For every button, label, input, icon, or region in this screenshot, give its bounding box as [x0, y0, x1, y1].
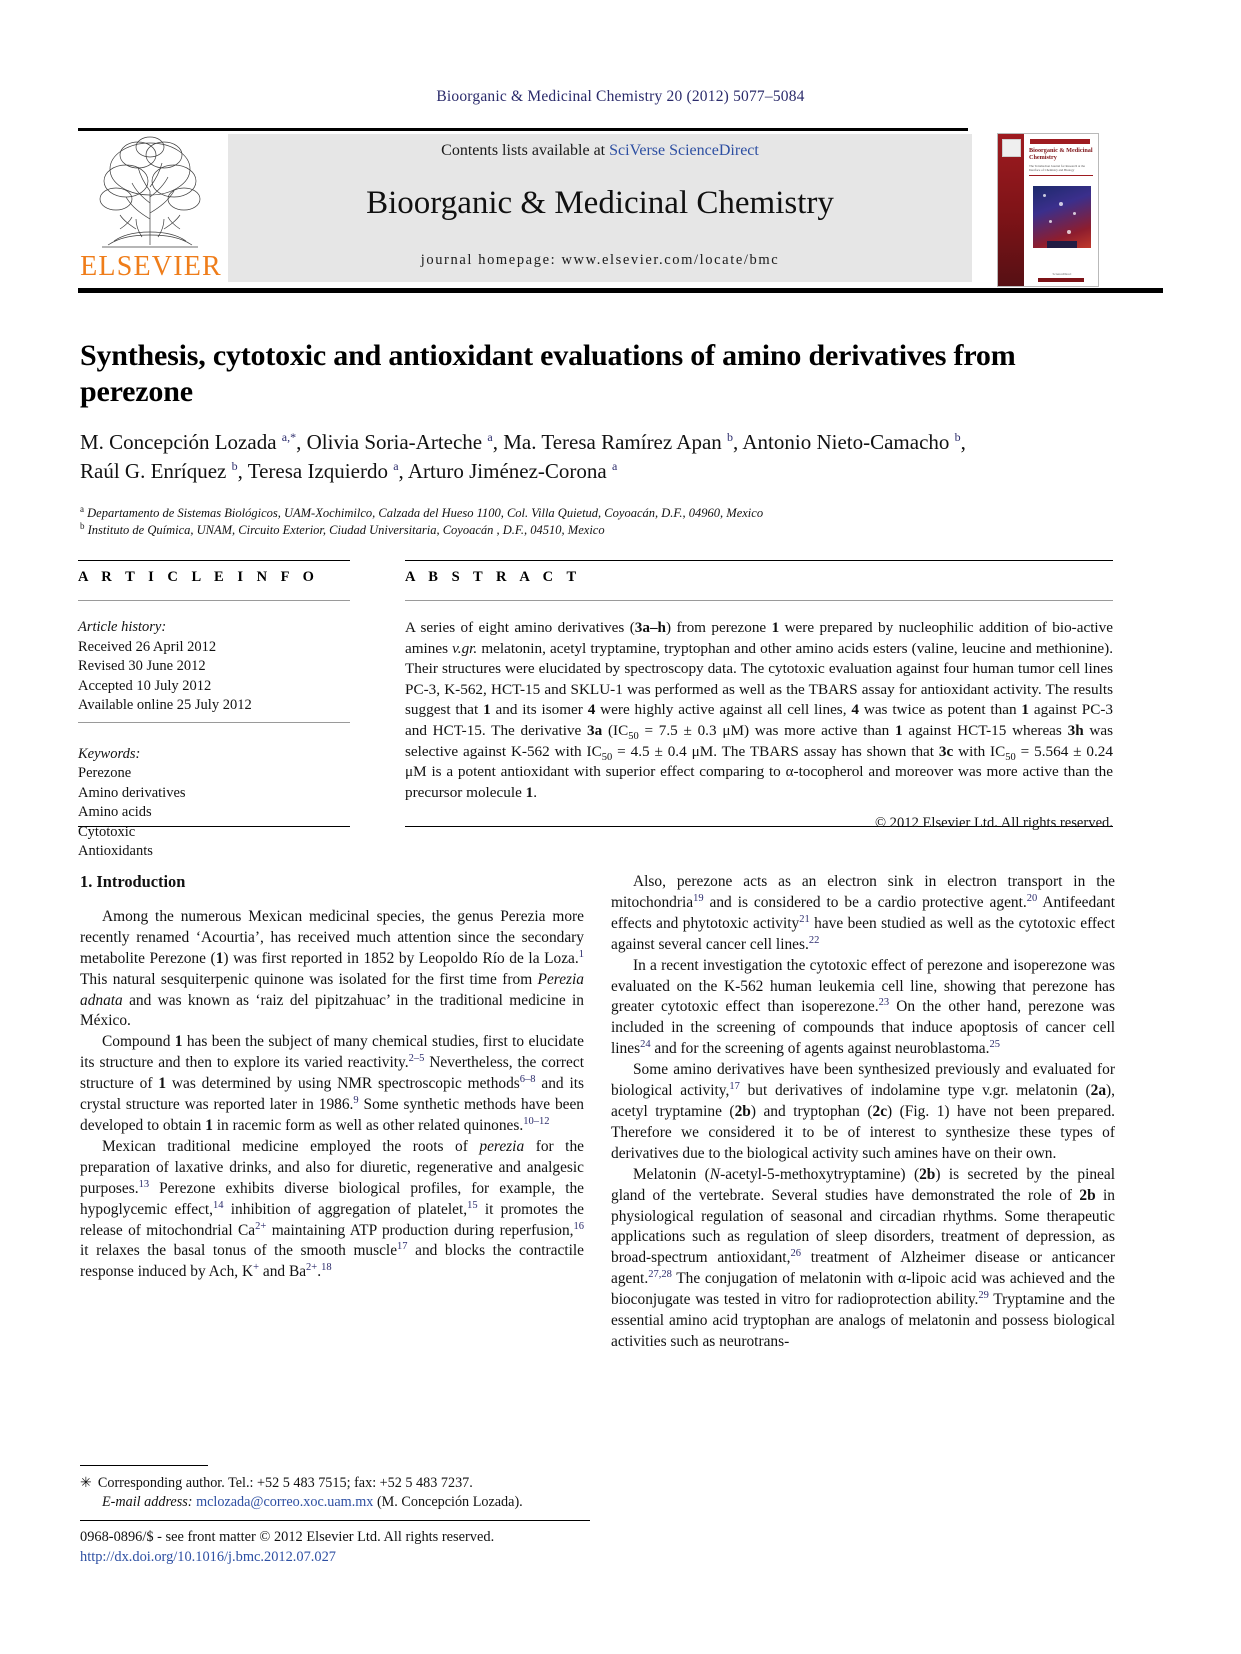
cover-divider [1029, 175, 1093, 176]
paragraph: Mexican traditional medicine employed the roots of perezia for the preparation of laxative drinks, and also for diuretic, regenerative and analgesic purposes.$^{13}$ Perezone exhibits diverse biological profiles, for example, the hypoglycemic effect,$^{14}$ inhibition of aggregation of platelet,$^{15}$ it promotes the release of mitochondrial $Ca^{2+}$ maintaining ATP production during reperfusion,$^{16}$ it relaxes the basal tonus of the smooth muscle$^{17}$ and blocks the contractile response induced by Ach, K+ and $Ba^{2+}.^{18}$ [80, 1137, 585, 1281]
footnote-separator-rule [80, 1465, 208, 1466]
keyword-item: Amino acids [78, 804, 152, 820]
page-title: Synthesis, cytotoxic and antioxidant evaluations of amino derivatives from perezone [80, 339, 1016, 408]
email-note [80, 1493, 590, 1512]
abstract-text: A series of eight amino derivatives (3a–h) from perezone 1 were prepared by nucleophilic addition of bio-active amines v.gr. melatonin, acetyl tryptamine, tryptophan and other amino acids esters (valine, leucine and methionine). Their structures were elucidated by spectroscopy data. The cytotoxic evaluation against four human tumor cell lines PC-3, K-562, HCT-15 and SKLU-1 was performed as well as the TBARS assay for antioxidant activity. The results suggest that 1 and its isomer 4 were highly active against all cell lines, 4 was twice as potent than 1 against PC-3 and HCT-15. The derivative 3a ($IC_{50} = 7.5 \pm 0.3$ μM) was more active than 1 against HCT-15 whereas 3h was selective against K-562 with $IC_{50} = 4.5 \pm 0.4$ μM. The TBARS assay has shown that 3c with $IC_{50} = 5.564 \pm 0.24$ μM is a potent antioxidant with superior effect comparing to α-tocopherol and moreover was more active than the precursor molecule 1. [405, 619, 1114, 801]
cover-footer-text: ScienceDirect [1052, 272, 1072, 276]
journal-title: Bioorganic & Medicinal Chemistry [366, 185, 834, 221]
article-info-block [78, 560, 350, 862]
running-head: Bioorganic & Medicinal Chemistry 20 (2012) 5077–5084 [436, 88, 805, 105]
email-owner: (M. Concepción Lozada). [376, 1494, 523, 1510]
cover-front [1024, 134, 1098, 286]
corresponding-author-text: Corresponding author. Tel.: +52 5 483 7515; fax: +52 5 483 7237. [97, 1475, 473, 1491]
affiliation-b-text: Instituto de Química, UNAM, Circuito Exterior, Ciudad Universitaria, Coyoacán , D.F., 04510, Mexico [87, 522, 605, 537]
keyword-item: Antioxidants [78, 843, 153, 859]
paragraph: Compound 1 has been the subject of many chemical studies, first to elucidate its structure and then to explore its varied reactivity.$^{2-5}$ Nevertheless, the correct structure of 1 was determined by using NMR spectroscopic methods$^{6-8}$ and its crystal structure was reported later in 1986.$^9$ Some synthetic methods have been developed to obtain 1 in racemic form as well as other related quinones.$^{10-12}$ [80, 1033, 584, 1134]
paragraph: Melatonin (N-acetyl-5-methoxytryptamine) (2b) is secreted by the pineal gland of the vertebrate. Several studies have demonstrated the role of 2b in physiological regulation of seasonal and circadian rhythms. Some therapeutic applications such as regulation of sleep disorders, treatment of depression, as broad-spectrum antioxidant,$^{26}$ treatment of Alzheimer disease or anticancer agent.$^{27,28}$ The conjugation of melatonin with α-lipoic acid was achieved and the bioconjugate was tested in vitro for radioprotection ability.$^{29}$ Tryptamine and the essential amino acid tryptophan are analogs of melatonin and possess biological activities such as neurotrans- [611, 1165, 1115, 1350]
article-info-heading: A R T I C L E I N F O [78, 569, 319, 585]
abstract-block [405, 560, 1113, 832]
footnote-block [80, 1474, 590, 1512]
elsevier-wordmark: ELSEVIER [80, 251, 222, 282]
cover-artwork [1033, 186, 1091, 248]
cover-artwork-label [1047, 241, 1077, 248]
history-item: Accepted 10 July 2012 [78, 677, 212, 694]
doi-link[interactable]: http://dx.doi.org/10.1016/j.bmc.2012.07.027 [80, 1549, 336, 1565]
paragraph: Among the numerous Mexican medicinal species, the genus Perezia more recently renamed ‘Acourtia’, has received much attention since the secondary metabolite Perezone (1) was first reported in 1852 by Leopoldo Río de la Loza.$^1$ This natural sesquiterpenic quinone was isolated for the first time from Perezia adnata and was known as ‘raiz del pipitzahuac’ in the traditional medicine in México. [80, 907, 584, 1030]
masthead-bottom-rule [78, 288, 1163, 293]
article-history-label: Article history: [78, 619, 167, 635]
author-list [80, 428, 1110, 486]
history-item: Available online 25 July 2012 [78, 697, 252, 713]
imprint-rule [80, 1520, 590, 1521]
history-item: Revised 30 June 2012 [78, 658, 206, 674]
paragraph: Also, perezone acts as an electron sink in electron transport in the mitochondria$^{19}$ and is considered to be a cardio protective agent.$^{20}$ Antifeedant effects and phytotoxic activity$^{21}$ have been studied as well as the cytotoxic effect against several cancer cell lines.$^{22}$ [611, 873, 1115, 953]
keywords-label: Keywords: [78, 745, 141, 762]
journal-homepage-line[interactable]: journal homepage: www.elsevier.com/locate/bmc [420, 252, 780, 268]
keyword-item: Amino derivatives [78, 784, 186, 801]
cover-footer-bar [1038, 278, 1084, 282]
front-matter-line: 0968-0896/$ - see front matter © 2012 Elsevier Ltd. All rights reserved. [80, 1529, 495, 1545]
history-item: Received 26 April 2012 [78, 638, 217, 655]
section-heading-introduction: 1. Introduction [80, 872, 186, 891]
keyword-item: Cytotoxic [78, 823, 136, 840]
affiliation-b: $^b$ Instituto de Química, UNAM, Circuito Exterior, Ciudad Universitaria, Coyoacán , D.F., 04510, Mexico [80, 520, 605, 537]
body-column-right [611, 872, 1115, 1353]
elsevier-logo [80, 133, 222, 285]
article-history [78, 618, 350, 716]
affiliations [80, 505, 1110, 538]
contents-lists-line [228, 142, 972, 160]
author-line-2: Raúl G. Enríquez $^b$, Teresa Izquierdo $^a$, Arturo Jiménez-Corona $^a$ [80, 459, 618, 483]
abstract-heading: A B S T R A C T [405, 569, 582, 585]
imprint-block [80, 1527, 640, 1567]
cover-title: Bioorganic & Medicinal Chemistry [1029, 147, 1093, 161]
keywords-block [78, 745, 350, 862]
keyword-item: Perezone [78, 765, 132, 781]
email-link[interactable]: mclozada@correo.xoc.uam.mx [196, 1494, 374, 1510]
paragraph: Some amino derivatives have been synthesized previously and evaluated for biological activity,$^{17}$ but derivatives of indolamine type v.gr. melatonin (2a), acetyl tryptamine (2b) and tryptophan (2c) (Fig. 1) have not been prepared. Therefore we considered it to be of interest to synthesize these types of derivatives due to the biological activity such amines have on their own. [611, 1061, 1115, 1162]
abstract-copyright: © 2012 Elsevier Ltd. All rights reserved. [874, 815, 1113, 832]
journal-cover-thumbnail [997, 133, 1099, 287]
cover-subtitle: The Tetrahedron Journal for Research at the Interface of Chemistry and Biology [1029, 164, 1086, 173]
cover-spine-logo [1002, 139, 1021, 157]
corresponding-author-note [80, 1474, 590, 1493]
sciencedirect-link[interactable]: SciVerse ScienceDirect [609, 142, 759, 159]
cover-top-bar [1030, 139, 1090, 144]
affiliation-a-text: Departamento de Sistemas Biológicos, UAM-Xochimilco, Calzada del Hueso 1100, Col. Villa Quietud, Coyoacán, D.F., 04960, Mexico [87, 506, 764, 520]
email-label: E-mail address: [102, 1494, 193, 1510]
elsevier-tree-icon [86, 133, 214, 251]
cover-spine [998, 134, 1024, 286]
body-column-left [80, 872, 584, 1283]
affiliation-a: $^a$ Departamento de Sistemas Biológicos, UAM-Xochimilco, Calzada del Hueso 1100, Col. Villa Quietud, Coyoacán, D.F., 04960, Mexico [80, 503, 764, 520]
masthead-top-rule [78, 128, 968, 131]
author-line-1: M. Concepción Lozada $^{a,*}$, Olivia Soria-Arteche $^a$, Ma. Teresa Ramírez Apan $^b$, Antonio Nieto-Camacho $^b$, [80, 430, 966, 454]
asterisk-icon: ✳ [80, 1475, 92, 1491]
contents-prefix: Contents lists available at [441, 142, 610, 159]
paragraph: In a recent investigation the cytotoxic effect of perezone and isoperezone was evaluated on the K-562 human leukemia cell line, showing that perezone has greater cytotoxic effect than isoperezone.$^{23}$ On the other hand, perezone was included in the screening of compounds that induce apoptosis of cancer cell lines$^{24}$ and for the screening of agents against neuroblastoma.$^{25}$ [611, 956, 1116, 1058]
